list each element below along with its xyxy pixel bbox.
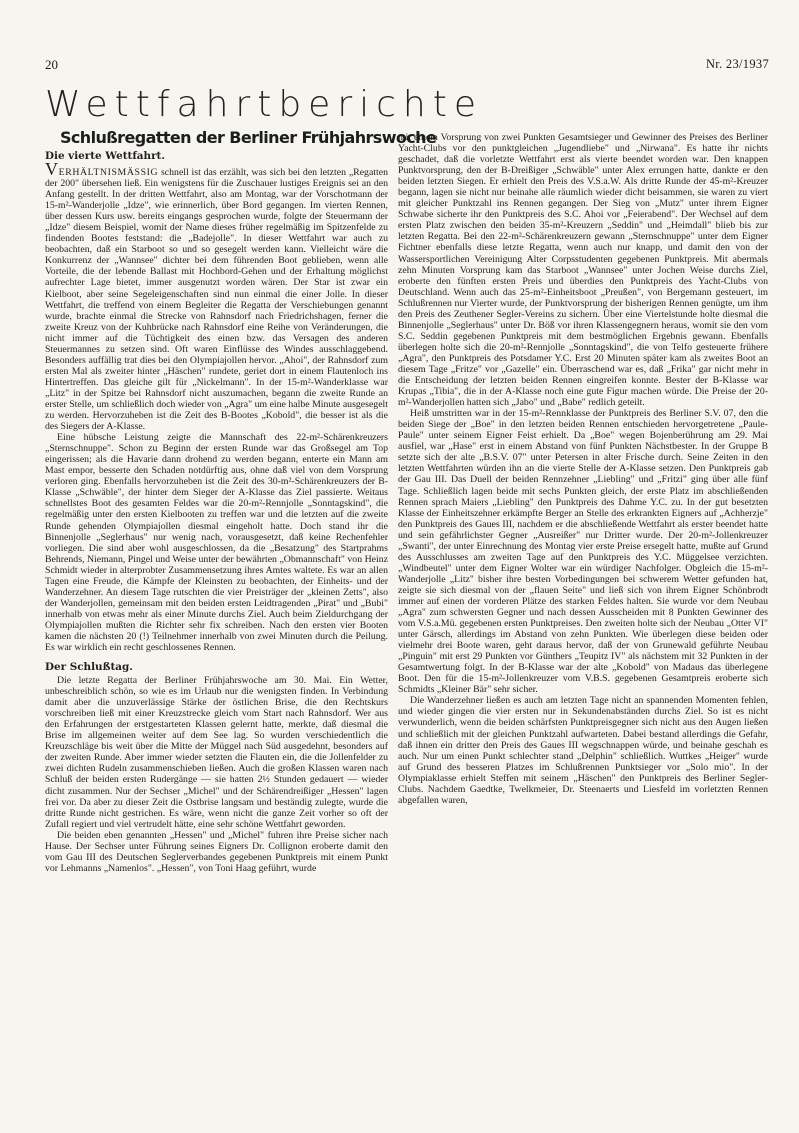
dropcap-rest: ERHÄLTNISMÄSSIG <box>58 167 159 178</box>
article-subtitle: Schlußregatten der Berliner Frühjahrswoche <box>60 128 437 147</box>
paragraph <box>45 159 388 433</box>
main-title: Wettfahrtberichte <box>45 84 484 125</box>
paragraph: Die letzte Regatta der Berliner Frühjahrswoche am 30. Mai. Ein Wetter, unbeschreiblich schön, so wie es im Urlaub nur die wenigsten finden. In Verbindung damit aber die unzuverlässige Stärke der östlichen Brise, die den Rechtskurs vorschreiben ließ mit einer Kreuzstrecke gleich vom Start nach Rahnsdorf. Wer aus den Erfahrungen der erstgestarteten Klassen gelernt hatte, merkte, daß diesmal die Brise im allgemeinen weiter auf dem See lag. So wurden verschiedentlich die Kreuzschläge bis weit über die Mitte der Müggel nach Süd ausgedehnt, besonders auf der zweiten Runde. Aber immer wieder setzten die Flauten ein, die die Jollenfelder zu zwei dichten Rudeln zusammenschieben ließen. Auch die großen Klassen waren nach Schluß der beiden ersten Rudergänge — sie hatten 2½ Stunden gedauert — wieder dicht zusammen. Nur der Sechser „Michel" und der Schärendreißiger „Hessen" lagen frei vor. Da aber zu dieser Zeit die Ostbrise langsam und beständig zulegte, wurde die dritte Runde nicht gestrichen. Es wäre, wenn nicht die ganze Zeit vorher so oft der Zufall regiert und viel vertrudelt hätte, eine sehr schöne Wettfahrt geworden. <box>45 675 388 830</box>
dropcap-word <box>45 159 159 179</box>
paragraph: Die Wanderzehner ließen es auch am letzten Tage nicht an spannenden Momenten fehlen, und wieder gingen die vier ersten nur in Sekundenabständen durchs Ziel. So ist es nicht verwunderlich, wenn die beiden schärfsten Punktpreisgegner sich nicht aus den Augen ließen und schließlich mit der gleichen Punktzahl aufwarteten. Dabei bestand allerdings die Gefahr, daß ihnen ein dritter den Preis des Gaues III wegschnappen würde, und beinahe geschah es auch. Nur um einen Punkt schlechter stand „Delphin" schließlich. Wuttkes „Heiger" wurde auf Grund des besseren Platzes im Schlußrennen Punktsieger vor „Solo mio". In der Olympiaklasse erhielt Steffen mit seinem „Häschen" den Punktpreis des Berliner Segler-Clubs. Nachdem Gaedtke, Twelkmeier, Dr. Steenaerts und Liesfeld im vorletzten Rennen abgefallen waren, <box>398 695 768 806</box>
section-heading-schlusstag: Der Schlußtag. <box>45 661 133 674</box>
paragraph: Eine hübsche Leistung zeigte die Mannschaft des 22-m²-Schärenkreuzers „Sternschnuppe". Schon zu Beginn der ersten Runde war das Großsegel am Top eingerissen; als die Havarie dann drohend zu werden begann, enterte ein Mann am Mast empor, besserte den Schaden notdürftig aus, ohne daß viel von dem Vorsprung verloren ging. Ebenfalls hervorzuheben ist die Zeit des 30-m²-Schärenkreuzers der B-Klasse „Schwäble", der hinter dem Sieger der A-Klasse das Ziel passierte. Weitaus schnellstes Boot des gesamten Feldes war die 20-m²-Rennjolle „Sonntagskind", die regelmäßig unter den ersten Kielbooten zu treffen war und die letzten auf die zweite Runde gehenden Olympiajollen diesmal eingeholt hatte. Doch stand ihr die Binnenjolle „Seglerhaus" nur wenig nach, vorausgesetzt, daß keine Rechenfehler vorliegen. Die sind aber wohl ausgeschlossen, da die „Besatzung" des Startprahms Behrends, Niemann, Pingel und Weise unter der bewährten „Obmannschaft" von Heinz Schmidt wieder in alterprobter Zusammensetzung ihres Amtes waltete. Es war an allen Tagen eine Freude, die Kämpfe der Kleinsten zu beobachten, der Einheits- und der Wanderzehner. An diesem Tage rutschten die vier Preisträger der „kleinen Zetts", also der Wanderjollen, gemeinsam mit den beiden ersten Leidtragenden „Pirat" und „Bubi" innerhalb von etwas mehr als einer Minute durchs Ziel. Auch beim Zieldurchgang der Olympiajollen mußten die Richter sehr fix schreiben. Nach den ersten vier Booten kamen die nächsten 20 (!) Teilnehmer innerhalb von zwei Minuten durch die Peilung. Es war wirklich ein recht geschlossenes Rennen. <box>45 432 388 654</box>
page-header <box>45 57 769 75</box>
column-right <box>398 132 768 1112</box>
paragraph: Heiß umstritten war in der 15-m²-Rennklasse der Punktpreis des Berliner S.V. 07, den die beiden Siege der „Boe" in den letzten beiden Rennen entschieden hervorgetretene „Paule-Paule" unter seinem Eigner Feist erhielt. Da „Boe" wegen Bojenberührung am 29. Mai ausfiel, war „Hase" erst in einem Abstand von fünf Punkten Nächstbester. In der Gruppe B setzte sich der alte „B.S.V. 07" unter Petersen in alter Frische durch. Seine Zeiten in den letzten Wettfahrten würden ihn an die vierte Stelle der A-Klasse setzen. Den Punktpreis gab der Gau III. Das Duell der beiden Rennzehner „Liebling" und „Fritzi" ging über alle fünf Tage. Schließlich lagen beide mit sechs Punkten gleich, der erste Platz im abschließenden Rennen sprach Maiers „Liebling" den Punktpreis des Dahme Y.C. zu. In der gut besetzten Klasse der Einheitszehner erkämpfte Berger an Stelle des erkrankten Eigners auf „Achherzje" den Punktpreis des Gaues III, nachdem er die abschließende Wettfahrt als erster beendet hatte und sein gefährlichster Gegner „Ausreißer" nur Dritter wurde. Der 20-m²-Jollenkreuzer „Swanti", der unter Einrechnung des Montag vier erste Preise ersegelt hatte, mußte auf Grund des Ausschlusses am zweiten Tage auf den Punktpreis des Y.C. Müggelsee verzichten. „Windbeutel" unter dem Eigner Wolter war ein würdiger Nachfolger. Obgleich die 15-m²-Wanderjolle „Litz" bisher ihre besten Vorbedingungen bei schwerem Wetter gefunden hat, zeigte sie sich diesmal von der „flauen Seite" und ließ sich von ihrem Eigner Schönbrodt immer auf einen der vorderen Plätze des starken Feldes halten. Sie wurde vor dem Neubau „Agra" zum schwersten Gegner und nach dessen Ausscheiden mit 8 Punkten Gewinner des vom V.S.a.Mü. gegebenen ersten Punktpreises. Den zweiten holte sich der Neubau „Otter VI" unter Gärsch, allerdings im Abstand von zehn Punkten. Wie überlegen diese beiden oder vielmehr drei Boote waren, geht daraus hervor, daß der von Grunewald geführte Neubau „Pinguin" mit erst 29 Punkten vor Günthers „Teupitz IV" als nächstem mit 32 Punkten in der Gesamtwertung folgt. In der B-Klasse war der alte „Kobold" von Madaus das überlegene Boot. Den für die 15-m²-Jollenkreuzer vom V.B.S. gegebenen Gesamtpreis eroberte sich Schmidts „Kleiner Bär" sehr sicher. <box>398 408 768 696</box>
section-heading-vierte-wettfahrt: Die vierte Wettfahrt. <box>45 150 165 162</box>
page-number: 20 <box>45 57 58 72</box>
paragraph-text: schnell ist das erzählt, was sich bei den letzten „Regatten der 200" übersehen ließ. Ein wenigstens für die Zuschauer lustiges Ereignis sei an den Anfang gestellt. In der dritten Wettfahrt, also am Montag, war der Vorschotmann der 15-m²-Wanderjolle „Idze", wie erinnerlich, über Bord gegangen. Im vierten Rennen, über dessen Kurs usw. bereits eingangs gesprochen wurde, folgte der Steuermann der „Idze" diesem Beispiel, womit der Name dieses früher regelmäßig im Spitzenfelde zu findenden Bootes feststand: die „Badejolle". In dieser Wettfahrt war auch zu beobachten, daß ein Starboot so und so gesegelt werden kann. Vielleicht wäre die Konkurrenz der „Wannsee" dichter bei dem führenden Boot geblieben, wenn alle Vorteile, die der lebende Ballast mit Hochbord-Gehen und der Erhaltung möglichst aufrechter Lage bietet, immer ausgenutzt worden wären. Der Star ist zwar ein Kielboot, aber seine Segeleigenschaften sind nun einmal die einer Jolle. In dieser Wettfahrt, die treffend von einem Begleiter die Regatta der Verschiebungen genannt wurde, brachte einmal die Strecke von Rahnsdorf nach Friedrichshagen, ferner die zweite Kreuz von der Kuhbrücke nach Rahnsdorf eine Reihe von Veränderungen, die nicht immer auf die Tüchtigkeit des einen bzw. das Versagen des anderen Steuermannes zu setzen sind. Oft waren Einflüsse des Windes ausschlaggebend. Besonders auffällig trat dies bei den Olympiajollen hervor. „Ahoi", der Rahnsdorf zum ersten Mal als zweiter hinter „Häschen" rundete, geriet dort in einem Flautenloch ins Hintertreffen. Das gleiche gilt für „Nickelmann". In der 15-m²-Wanderklasse war „Litz" in der Spitze bei Rahnsdorf nicht auszumachen, begann die zweite Runde an erster Stelle, um schließlich doch wieder von „Agra" um eine halbe Minute ausgesegelt zu werden. Hervorzuheben ist die Zeit des B-Bootes „Kobold", die besser ist als die des Siegers der A-Klasse. <box>45 167 388 433</box>
paragraph: Die beiden eben genannten „Hessen" und „Michel" fuhren ihre Preise sicher nach Hause. Der Sechser unter Führung seines Eigners Dr. Collignon eroberte damit den vom Gau III des Deutschen Seglerverbandes gegebenen Punktpreis mit einem Punkt vor Lehmanns „Namenlos". „Hessen", von Toni Haag geführt, wurde <box>45 829 388 874</box>
dropcap-letter: V <box>45 159 59 179</box>
paragraph: mit einem Vorsprung von zwei Punkten Gesamtsieger und Gewinner des Preises des Berliner Yacht-Clubs vor den punktgleichen „Jugendliebe" und „Nirwana". Es hatte ihr nichts geschadet, daß die vorletzte Wettfahrt erst als vierte beendet worden war. Den knappen Punktvorsprung, den der B-Dreißiger „Schwäble" unter Alex errungen hatte, dankte er den beiden letzten Siegen. Er erhielt den Preis des V.S.a.W. Als dritte Runde der 45-m²-Kreuzer begann, lagen sie nicht nur beinahe alle räumlich wieder dicht beisammen, sie waren zu viert mit gleicher Punktzahl ins Rennen gegangen. Der Sieg von „Mutz" unter ihrem Eigner Schwabe sicherte ihr den Punktpreis des S.C. Ahoi vor „Feierabend". Der Wechsel auf dem ersten Platz zwischen den beiden 35-m²-Kreuzern „Seddin" und „Heimdall" blieb bis zur letzten Regatta. Bei den 22-m²-Schärenkreuzern gewann „Sternschnuppe" unter dem Eigner Fichtner ebenfalls diese letzte Regatta, wenn auch nur knapp, und damit den von der Wassersportlichen Vereinigung Alter Corpsstudenten gegebenen Punktpreis. Mit abermals zehn Minuten Vorsprung kam das Starboot „Wannsee" unter Jochen Weise durchs Ziel, eroberte den fünften ersten Preis und überdies den Punktpreis des Yacht-Clubs von Deutschland. Wenn auch das 25-m²-Einheitsboot „Preußen", von Bergemann gesteuert, im Schlußrennen nur Vierter wurde, der Punktvorsprung der bisherigen Rennen genügte, um ihm den Preis des Zeuthener Segler-Vereins zu sichern. Über eine Viertelstunde holte diesmal die Binnenjolle „Seglerhaus" unter Dr. Böß vor ihren Klassengegnern heraus, womit sie den vom S.C. Seddin gegebenen Punktpreis mit dem bestmöglichen Ergebnis gewann. Ebenfalls überlegen holte sich die 20-m²-Rennjolle „Sonntagskind", die von Telfo gesteuerte frühere „Agra", den Punktpreis des Potsdamer Y.C. Erst 20 Minuten später kam als zweites Boot an diesem Tage „Fritze" vor „Gazelle" ein. Überraschend war es, daß „Frika" gar nicht mehr in die Entscheidung der letzten beiden Rennen eingreifen konnte. Bester der B-Klasse war Krupas „Tibia", die in der A-Klasse noch eine gute Figur machen würde. Die Preise der 20-m²-Wanderjollen hatten sich „Jabo" und „Babe" redlich geteilt. <box>398 132 768 409</box>
issue-number: Nr. 23/1937 <box>705 57 769 71</box>
column-left <box>45 150 388 1095</box>
